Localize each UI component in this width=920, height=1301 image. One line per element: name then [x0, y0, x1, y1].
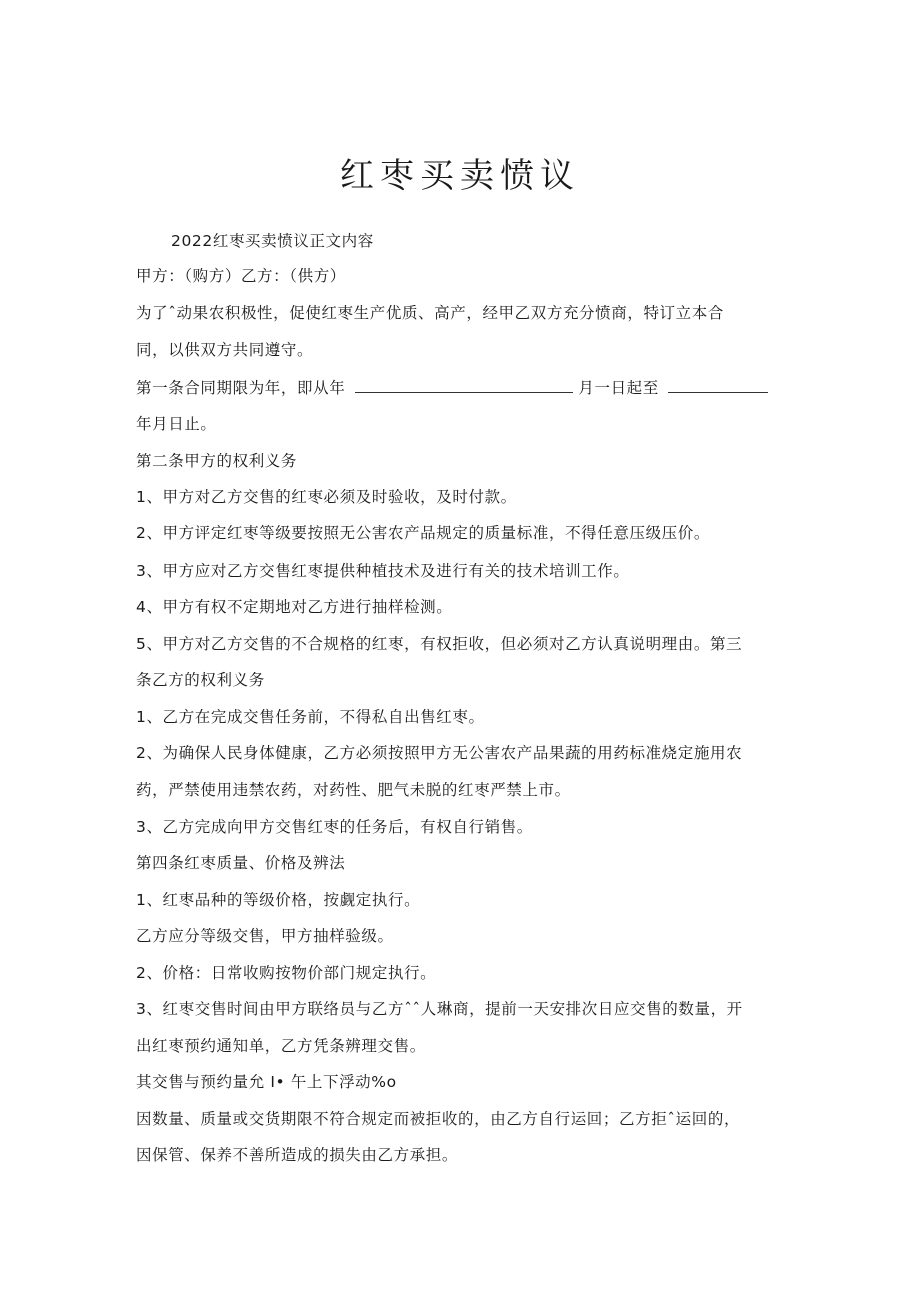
- article-4-title: 第四条红枣质量、价格及辨法: [136, 854, 346, 872]
- article-4-item-3-line-3: 其交售与预约量允 I• 午上下浮动%o: [136, 1073, 397, 1091]
- article-4-item-1-note: 乙方应分等级交售，甲方抽样验级。: [136, 927, 394, 945]
- article-1-text-b: 月一日起至: [578, 379, 659, 397]
- intro-line-2: 同，以供双方共同遵守。: [136, 341, 314, 359]
- start-date-blank: [355, 378, 573, 393]
- article-3-item-1: 1、乙方在完成交售任务前，不得私自出售红枣。: [136, 708, 485, 726]
- article-1-line: [136, 378, 768, 398]
- article-3-item-3: 3、乙方完成向甲方交售红枣的任务后，有权自行销售。: [136, 818, 533, 836]
- article-2-item-3: 3、甲方应对乙方交售红枣提供种植技术及进行有关的技术培训工作。: [136, 562, 630, 580]
- article-2-item-4: 4、甲方有权不定期地对乙方进行抽样检测。: [136, 598, 453, 616]
- article-4-item-1: 1、红枣品种的等级价格，按觑定执行。: [136, 891, 421, 909]
- parties-line: 甲方：（购方）乙方：（供方）: [136, 267, 346, 285]
- article-4-item-4-line-2: 因保管、保养不善所造成的损失由乙方承担。: [136, 1146, 459, 1164]
- article-2-item-5-line-2: 条乙方的权利义务: [136, 671, 265, 689]
- article-4-item-3-line-1: 3、红枣交售时间由甲方联络员与乙方ˆˆ人琳商，提前一天安排次日应交售的数量，开: [136, 1000, 743, 1018]
- article-4-item-3-line-2: 出红枣预约通知单，乙方凭条辨理交售。: [136, 1037, 426, 1055]
- document-title: 红枣买卖愤议: [340, 156, 580, 196]
- article-4-item-4-line-1: 因数量、质量或交货期限不符合规定而被拒收的，由乙方自行运回；乙方拒ˆ运回的，: [136, 1110, 741, 1128]
- article-3-item-2-line-2: 药，严禁使用违禁农药，对药性、肥气未脱的红枣严禁上市。: [136, 781, 571, 799]
- document-subtitle: 2022红枣买卖愤议正文内容: [171, 232, 374, 250]
- article-2-item-1: 1、甲方对乙方交售的红枣必须及时验收，及时付款。: [136, 488, 517, 506]
- article-1-line-2: 年月日止。: [136, 415, 217, 433]
- end-date-blank: [668, 378, 768, 393]
- article-3-item-2-line-1: 2、为确保人民身体健康，乙方必须按照甲方无公害农产品果蔬的用药标准烧定施用农: [136, 744, 743, 762]
- intro-line-1: 为了ˆ动果农积极性，促使红枣生产优质、高产，经甲乙双方充分愤商，特订立本合: [136, 304, 724, 322]
- article-4-item-2: 2、价格：日常收购按物价部门规定执行。: [136, 964, 437, 982]
- article-2-item-2: 2、甲方评定红枣等级要按照无公害农产品规定的质量标准，不得任意压级压价。: [136, 524, 710, 542]
- article-2-title: 第二条甲方的权利义务: [136, 452, 298, 470]
- article-2-item-5-line-1: 5、甲方对乙方交售的不合规格的红枣，有权拒收，但必须对乙方认真说明理由。第三: [136, 635, 743, 653]
- article-1-text-a: 第一条合同期限为年，即从年: [136, 379, 346, 397]
